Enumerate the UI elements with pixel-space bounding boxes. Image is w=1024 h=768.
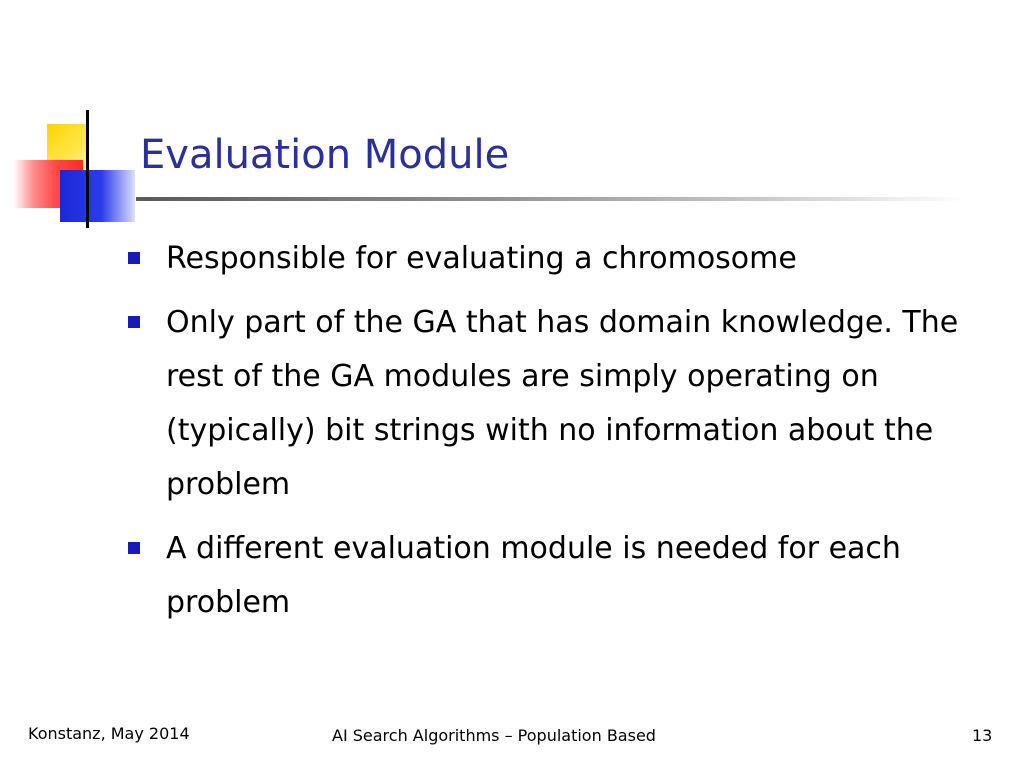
title-underline [136,197,966,201]
blue-square-decoration [60,170,135,222]
bullet-square-icon [128,542,140,554]
bullet-square-icon [128,252,140,264]
footer-presentation-title: AI Search Algorithms – Population Based [332,726,656,745]
bullet-text: A different evaluation module is needed for each problem [166,531,901,620]
slide-title: Evaluation Module [140,132,510,178]
bullet-item [128,522,978,630]
bullet-text: Responsible for evaluating a chromosome [166,241,797,276]
bullet-text: Only part of the GA that has domain knowledge. The rest of the GA modules are simply operating on (typically) bit strings with no information about the problem [166,305,959,502]
footer-page-number: 13 [972,726,993,745]
decorative-logo [0,100,150,230]
footer-location-date: Konstanz, May 2014 [28,724,190,743]
vertical-line-decoration [86,110,89,228]
bullet-item [128,232,978,286]
bullet-list [128,232,978,640]
bullet-item [128,296,978,512]
bullet-square-icon [128,316,140,328]
